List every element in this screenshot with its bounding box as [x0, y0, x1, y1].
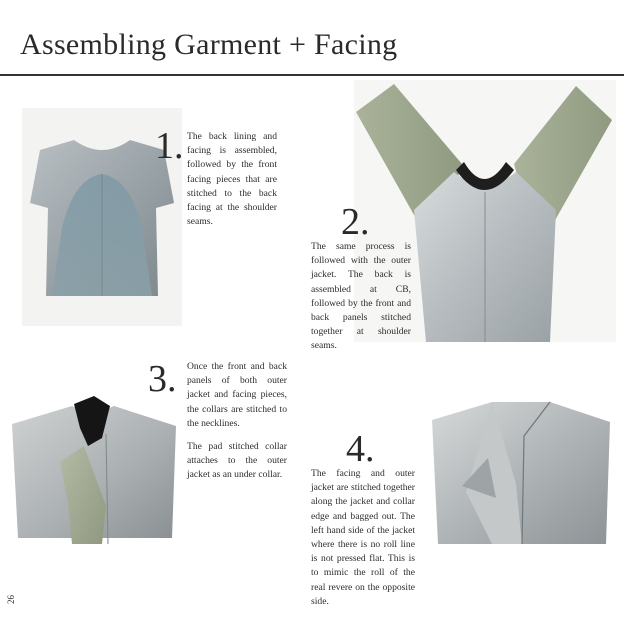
step-1-paragraph: The back lining and facing is assembled, followed by the front facing pieces that are stitched to the back facing at the shoulder seams. [187, 131, 277, 228]
step-2-paragraph: The same process is followed with the outer jacket. The back is assembled at CB, followed by the front and back panels stitched together at shoulder seams. [311, 241, 411, 352]
step-2-text [311, 240, 411, 363]
step-1-text [187, 130, 277, 238]
page-number: 26 [6, 595, 16, 604]
step-3-text [187, 360, 287, 492]
step-4-photo [426, 396, 616, 548]
page-title: Assembling Garment + Facing [20, 28, 398, 61]
title-rule [0, 74, 624, 76]
step-1-number: 1. [155, 125, 184, 167]
watermark: 三九公社 [486, 560, 574, 584]
step-3-number: 3. [148, 358, 177, 400]
step-3-photo [10, 394, 180, 544]
step-3-paragraph-2: The pad stitched collar attaches to the outer jacket as an under collar. [187, 441, 287, 481]
step-4-number: 4. [346, 428, 375, 470]
step-3-paragraph-1: Once the front and back panels of both outer jacket and facing pieces, the collars are stitched to the necklines. [187, 361, 287, 429]
step-4-text [311, 467, 415, 618]
step-4-paragraph: The facing and outer jacket are stitched together along the jacket and collar edge and bagged out. The left hand side of the jacket where there is no roll line is not pressed flat. This is to mimic the roll of the real revere on the opposite side. [311, 468, 415, 607]
step-2-number: 2. [341, 201, 370, 243]
